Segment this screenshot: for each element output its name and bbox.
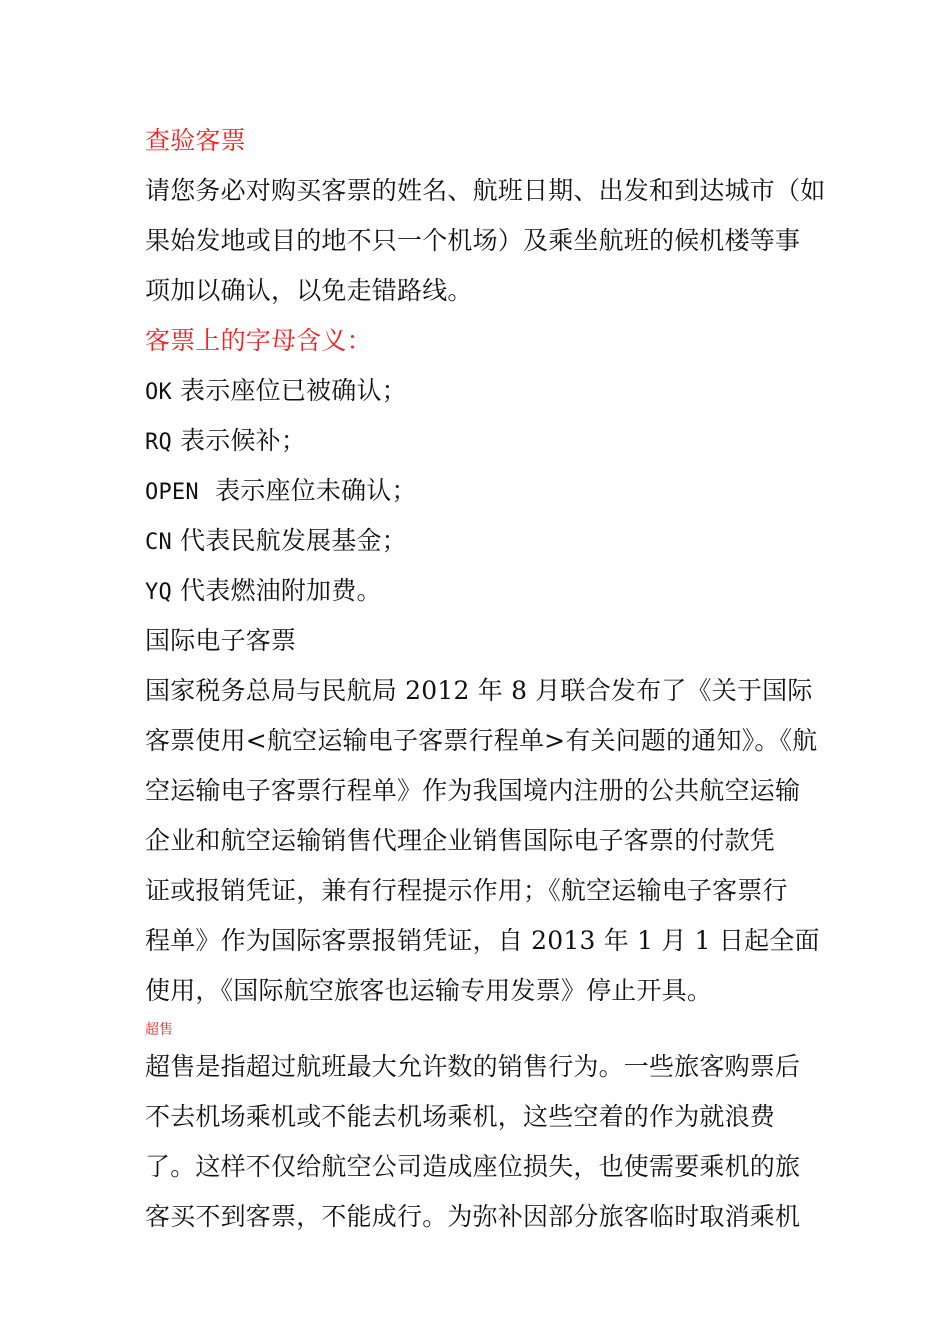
code-description: 代表燃油附加费。 (171, 576, 382, 605)
heading-check-ticket: 查验客票 (145, 126, 246, 155)
text-line: 客买不到客票，不能成行。为弥补因部分旅客临时取消乘机 (145, 1202, 801, 1231)
list-item (145, 366, 810, 416)
paragraph-intl-eticket (145, 666, 820, 1016)
code-cn: CN (145, 530, 172, 555)
code-rq: RQ (145, 430, 172, 455)
code-open: OPEN (145, 480, 199, 505)
paragraph-overbooking (145, 1042, 810, 1242)
text-line: 程单》作为国际客票报销凭证，自 2013 年 1 月 1 日起全面 (145, 926, 820, 955)
text-line: 请您务必对购买客票的姓名、航班日期、出发和到达城市（如 (145, 176, 826, 205)
paragraph-check-ticket (145, 166, 826, 316)
heading-intl-eticket: 国际电子客票 (145, 626, 297, 655)
code-ok: OK (145, 380, 172, 405)
text-line: 不去机场乘机或不能去机场乘机，这些空着的作为就浪费 (145, 1102, 776, 1131)
code-description: 表示候补； (171, 426, 307, 455)
list-item (145, 566, 810, 616)
text-line: 客票使用<航空运输电子客票行程单>有关问题的通知》。《航 (145, 726, 818, 755)
text-line: 了。这样不仅给航空公司造成座位损失，也使需要乘机的旅 (145, 1152, 801, 1181)
document-page (145, 116, 826, 1242)
text-line: 项加以确认，以免走错路线。 (145, 276, 473, 305)
text-line: 证或报销凭证，兼有行程提示作用；《航空运输电子客票行 (145, 876, 788, 905)
list-item (145, 466, 810, 516)
text-line: 超售是指超过航班最大允许数的销售行为。一些旅客购票后 (145, 1052, 801, 1081)
code-description: 代表民航发展基金； (171, 526, 407, 555)
list-ticket-letters (145, 366, 810, 616)
text-line: 果始发地或目的地不只一个机场）及乘坐航班的候机楼等事 (145, 226, 801, 255)
text-line: 国家税务总局与民航局 2012 年 8 月联合发布了《关于国际 (145, 676, 813, 705)
text-line: 使用，《国际航空旅客也运输专用发票》停止开具。 (145, 976, 713, 1005)
code-yq: YQ (145, 580, 172, 605)
list-item (145, 516, 810, 566)
code-description: 表示座位未确认； (198, 476, 417, 505)
heading-ticket-letters: 客票上的字母含义： (145, 326, 372, 355)
code-description: 表示座位已被确认； (171, 376, 407, 405)
text-line: 空运输电子客票行程单》作为我国境内注册的公共航空运输 (145, 776, 801, 805)
heading-overbooking: 超售 (145, 1022, 173, 1038)
text-line: 企业和航空运输销售代理企业销售国际电子客票的付款凭 (145, 826, 776, 855)
list-item (145, 416, 810, 466)
